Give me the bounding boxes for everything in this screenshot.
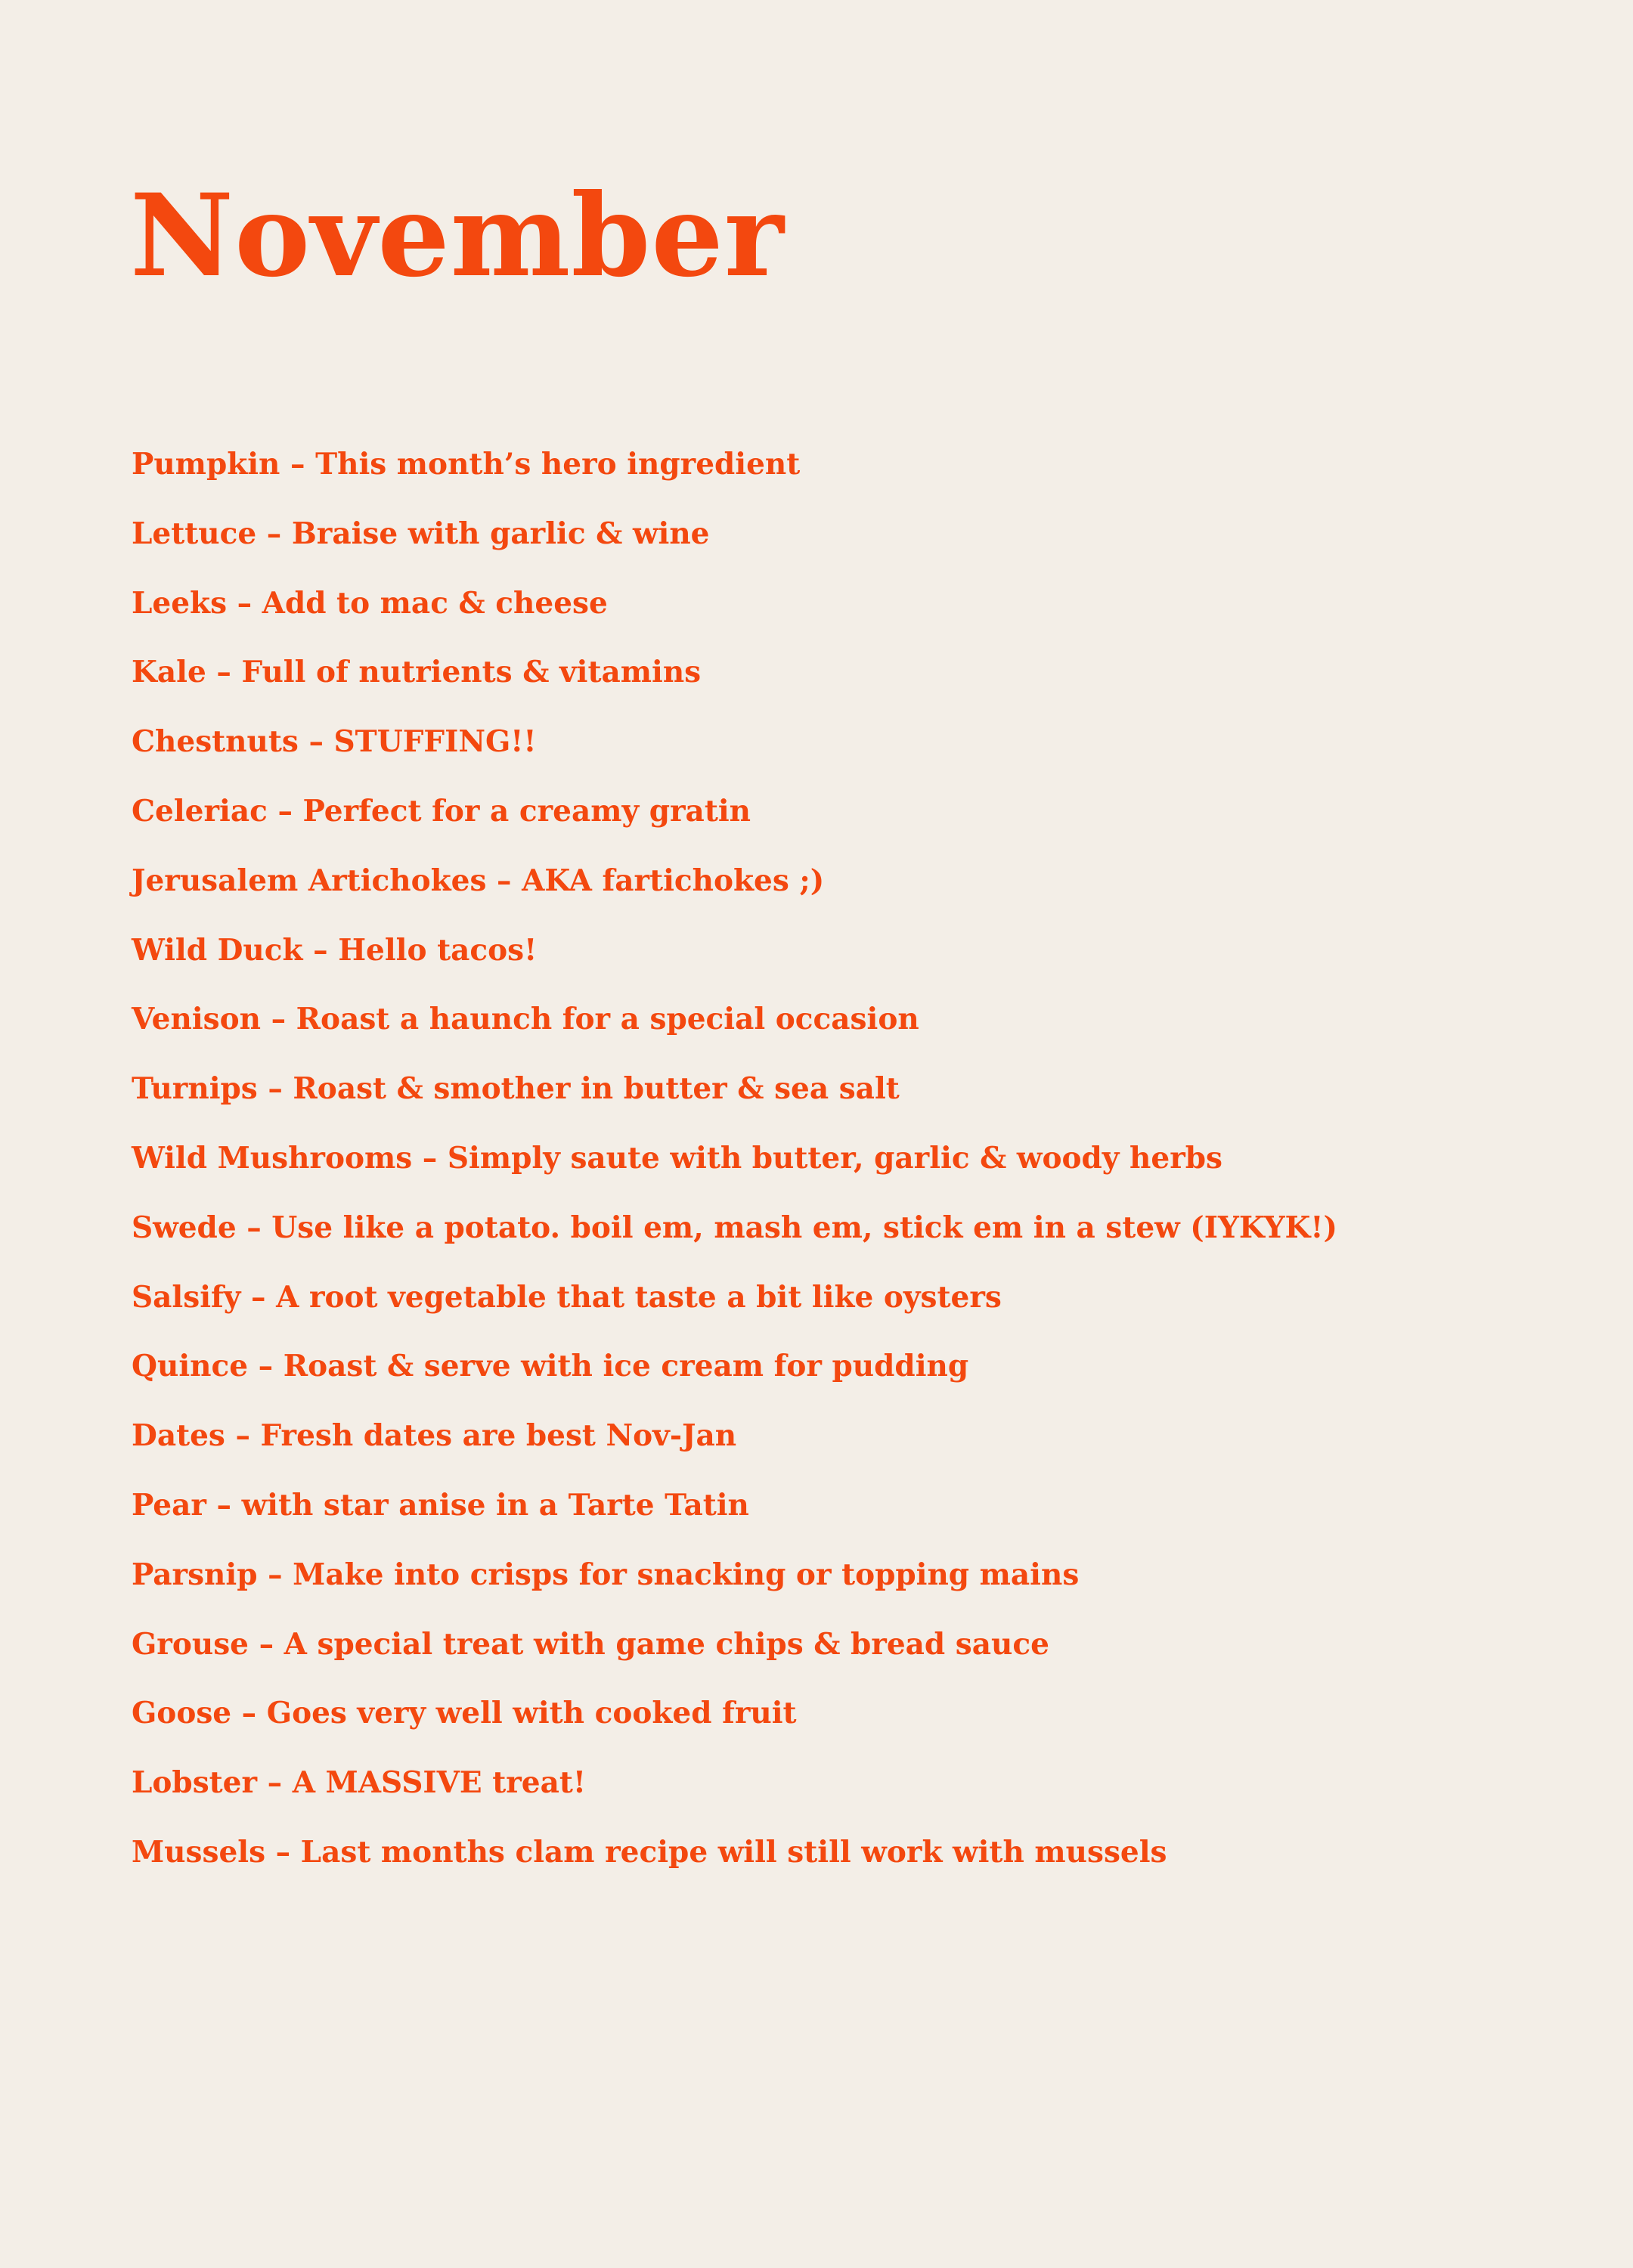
page-title: November bbox=[130, 169, 785, 302]
list-item: Wild Mushrooms – Simply saute with butter, garlic & woody herbs bbox=[132, 1140, 1222, 1176]
list-item: Jerusalem Artichokes – AKA fartichokes ;) bbox=[132, 863, 825, 898]
list-item: Venison – Roast a haunch for a special occasion bbox=[132, 1002, 919, 1037]
list-item: Goose – Goes very well with cooked fruit bbox=[132, 1696, 797, 1731]
list-item: Swede – Use like a potato. boil em, mash em, stick em in a stew (IYKYK!) bbox=[132, 1210, 1338, 1245]
list-item: Mussels – Last months clam recipe will still work with mussels bbox=[132, 1834, 1167, 1870]
list-item: Salsify – A root vegetable that taste a bit like oysters bbox=[132, 1279, 1002, 1315]
list-item: Pumpkin – This month’s hero ingredient bbox=[132, 447, 801, 482]
list-item: Wild Duck – Hello tacos! bbox=[132, 932, 538, 968]
list-item: Grouse – A special treat with game chips & bread sauce bbox=[132, 1626, 1049, 1662]
list-item: Lobster – A MASSIVE treat! bbox=[132, 1765, 587, 1801]
list-item: Turnips – Roast & smother in butter & sea salt bbox=[132, 1071, 900, 1107]
list-item: Lettuce – Braise with garlic & wine bbox=[132, 516, 710, 551]
list-item: Quince – Roast & serve with ice cream for pudding bbox=[132, 1349, 969, 1384]
list-item: Leeks – Add to mac & cheese bbox=[132, 585, 608, 621]
list-item: Kale – Full of nutrients & vitamins bbox=[132, 655, 702, 690]
list-item: Pear – with star anise in a Tarte Tatin bbox=[132, 1487, 749, 1523]
list-item: Parsnip – Make into crisps for snacking or topping mains bbox=[132, 1557, 1080, 1592]
list-item: Chestnuts – STUFFING!! bbox=[132, 724, 537, 760]
list-item: Celeriac – Perfect for a creamy gratin bbox=[132, 793, 751, 829]
produce-list bbox=[132, 440, 1337, 1898]
list-item: Dates – Fresh dates are best Nov-Jan bbox=[132, 1418, 737, 1454]
